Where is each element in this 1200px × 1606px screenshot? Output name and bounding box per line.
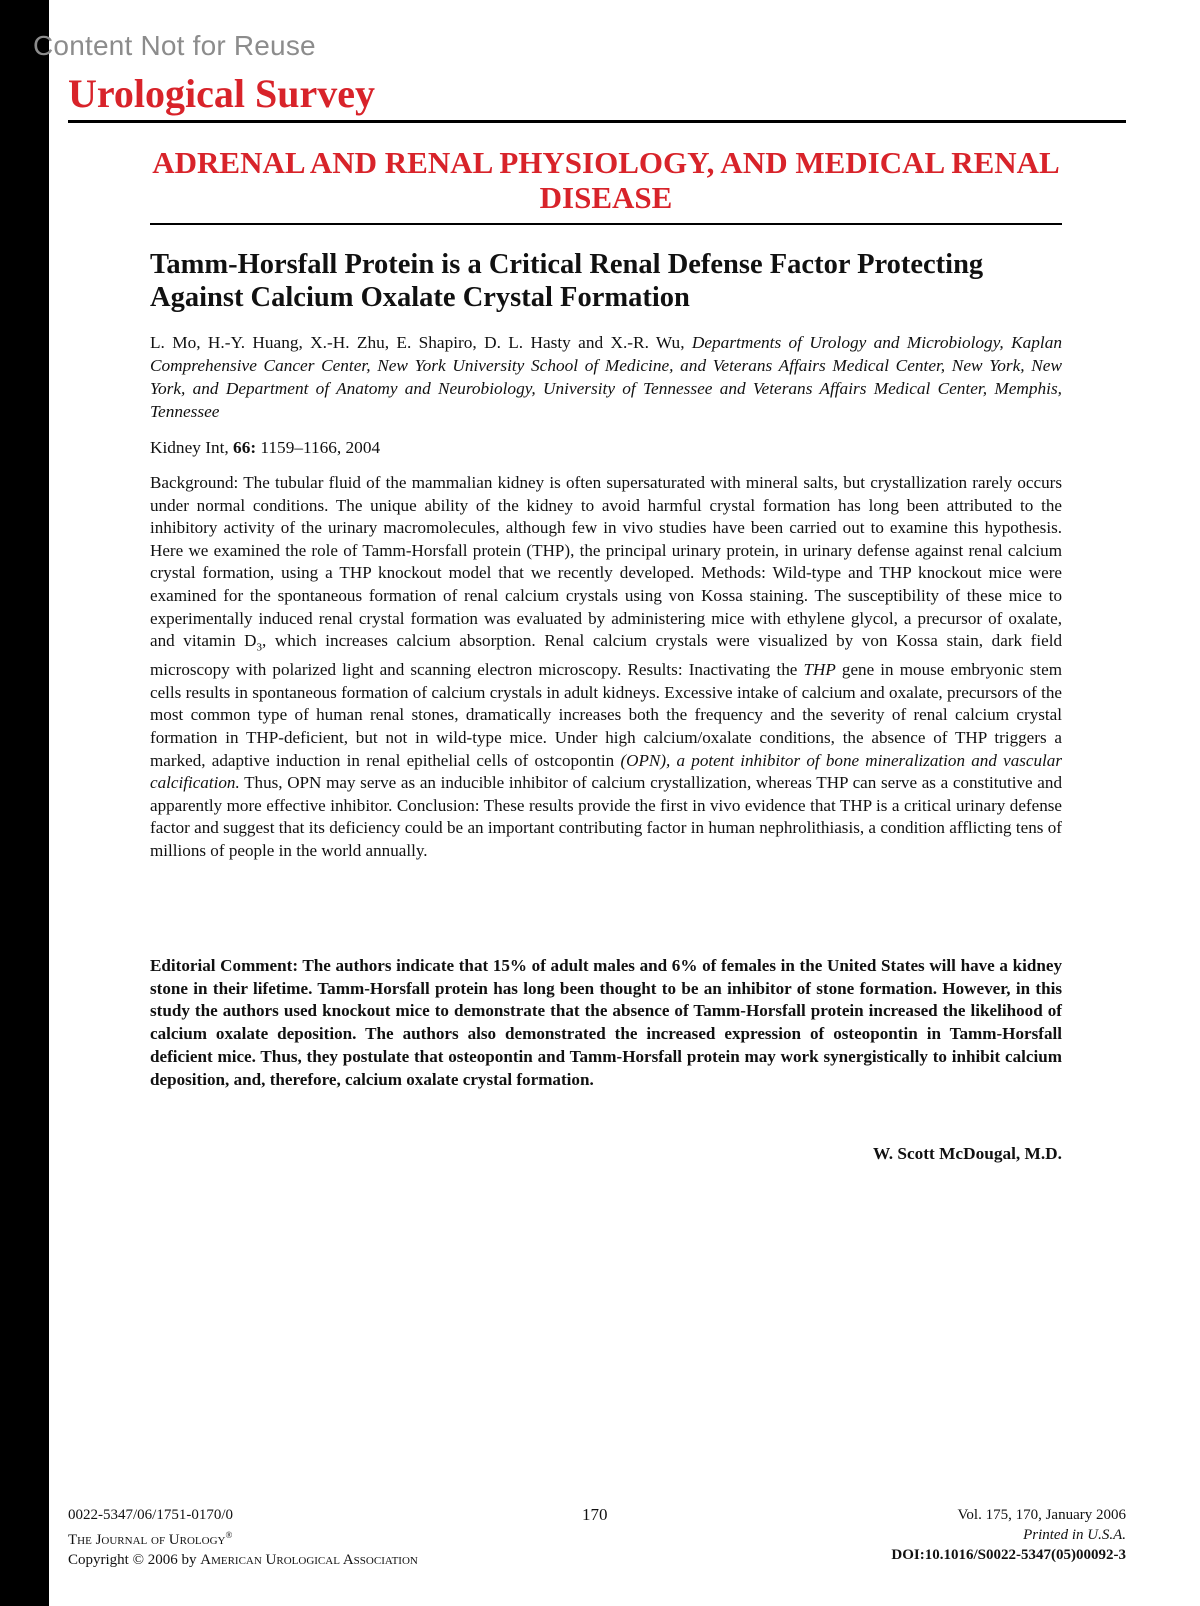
citation-pages: 1159–1166, 2004 <box>260 438 381 457</box>
citation <box>150 436 380 459</box>
footer-doi: DOI:10.1016/S0022-5347(05)00092-3 <box>891 1547 1126 1563</box>
section-rule <box>150 223 1062 225</box>
abstract-part-1: Background: The tubular fluid of the mammalian kidney is often supersaturated with mineral salts, but crystallization rarely occurs under normal conditions. The unique ability of the kidney to avoid harmful crystal formation has long been attributed to the inhibitory activity of the urinary macromolecules, although few in vivo studies have been carried out to examine this hypothesis. Here we examined the role of Tamm-Horsfall protein (THP), the principal urinary protein, in urinary defense against renal calcium crystal formation, using a THP knockout model that we recently developed. Methods: Wild-type and THP knockout mice were examined for the spontaneous formation of renal calcium crystals using von Kossa staining. The susceptibility of these mice to experimentally induced renal crystal formation was evaluated by administering mice with ethylene glycol, a precursor of oxalate, and vitamin D <box>150 473 1062 651</box>
footer-copyright: Copyright © 2006 by <box>68 1552 197 1568</box>
footer-association: American Urological Association <box>200 1552 418 1568</box>
citation-journal: Kidney Int, <box>150 438 229 457</box>
abstract-part-3: gene in mouse embryonic stem cells results in spontaneous formation of calcium crystals in adult kidneys. Excessive intake of calcium and oxalate, precursors of the most common type of human renal stones, dramatically increases both the frequency and the severity of renal calcium crystal formation in THP-deficient, but not in wild-type mice. Under high calcium/oxalate conditions, the absence of THP triggers a marked, adaptive induction in renal epithelial cells of ostcopontin <box>150 660 1062 770</box>
thp-gene-italic: THP <box>803 660 836 680</box>
footer-right <box>891 1505 1126 1565</box>
author-block <box>150 331 1062 423</box>
footer-printed: Printed in U.S.A. <box>1023 1527 1126 1543</box>
editorial-comment: Editorial Comment: The authors indicate that 15% of adult males and 6% of females in the United States will have a kidney stone in their lifetime. Tamm-Horsfall protein has long been thought to be an inhibitor of stone formation. However, in this study the authors used knockout mice to demonstrate that the absence of Tamm-Horsfall protein increased the likelihood of calcium oxalate deposition. The authors also demonstrated the increased expression of osteopontin in Tamm-Horsfall deficient mice. Thus, they postulate that osteopontin and Tamm-Horsfall protein may work synergistically to inhibit calcium deposition, and, therefore, calcium oxalate crystal formation. <box>150 956 1062 1089</box>
abstract-part-2: , which increases calcium absorption. Renal calcium crystals were visualized by von Kossa stain, dark field microscopy with polarized light and scanning electron microscopy. Results: Inactivating the <box>150 631 1063 680</box>
top-rule <box>68 120 1126 123</box>
editor-signature: W. Scott McDougal, M.D. <box>873 1144 1062 1163</box>
footer-journal: The Journal of Urology <box>68 1532 226 1548</box>
footer-code: 0022-5347/06/1751-0170/0 <box>68 1507 233 1523</box>
author-list: L. Mo, H.-Y. Huang, X.-H. Zhu, E. Shapiro, D. L. Hasty and X.-R. Wu, <box>150 333 685 352</box>
section-heading: ADRENAL AND RENAL PHYSIOLOGY, AND MEDICAL RENAL DISEASE <box>152 145 1060 215</box>
watermark: Content Not for Reuse <box>33 30 316 61</box>
article-title: Tamm-Horsfall Protein is a Critical Renal Defense Factor Protecting Against Calcium Oxalate Crystal Formation <box>150 249 984 313</box>
footer-volume: Vol. 175, 170, January 2006 <box>957 1507 1126 1523</box>
abstract <box>150 472 1062 863</box>
left-black-bar <box>0 0 49 1606</box>
opn-italic: (OPN), a potent inhibitor of bone mineralization and vascular calcification. <box>150 750 1062 793</box>
citation-volume: 66: <box>233 438 257 457</box>
subscript-3: 3 <box>256 641 262 654</box>
registered-mark: ® <box>225 1530 233 1540</box>
abstract-part-4: Thus, OPN may serve as an inducible inhibitor of calcium crystallization, whereas THP can serve as a constitutive and apparently more effective inhibitor. Conclusion: These results provide the first in vivo evidence that THP is a critical urinary defense factor and suggest that its deficiency could be an important contributing factor in human nephrolithiasis, a condition afflicting tens of millions of people in the world annually. <box>150 773 1062 860</box>
affiliations: Departments of Urology and Microbiology, Kaplan Comprehensive Cancer Center, New York University School of Medicine, and Veterans Affairs Medical Center, New York, New York, and Department of Anatomy and Neurobiology, University of Tennessee and Veterans Affairs Medical Center, Memphis, Tennessee <box>150 333 1062 421</box>
page-number: 170 <box>582 1505 608 1524</box>
journal-section-title: Urological Survey <box>68 71 376 116</box>
footer-left <box>68 1505 418 1570</box>
